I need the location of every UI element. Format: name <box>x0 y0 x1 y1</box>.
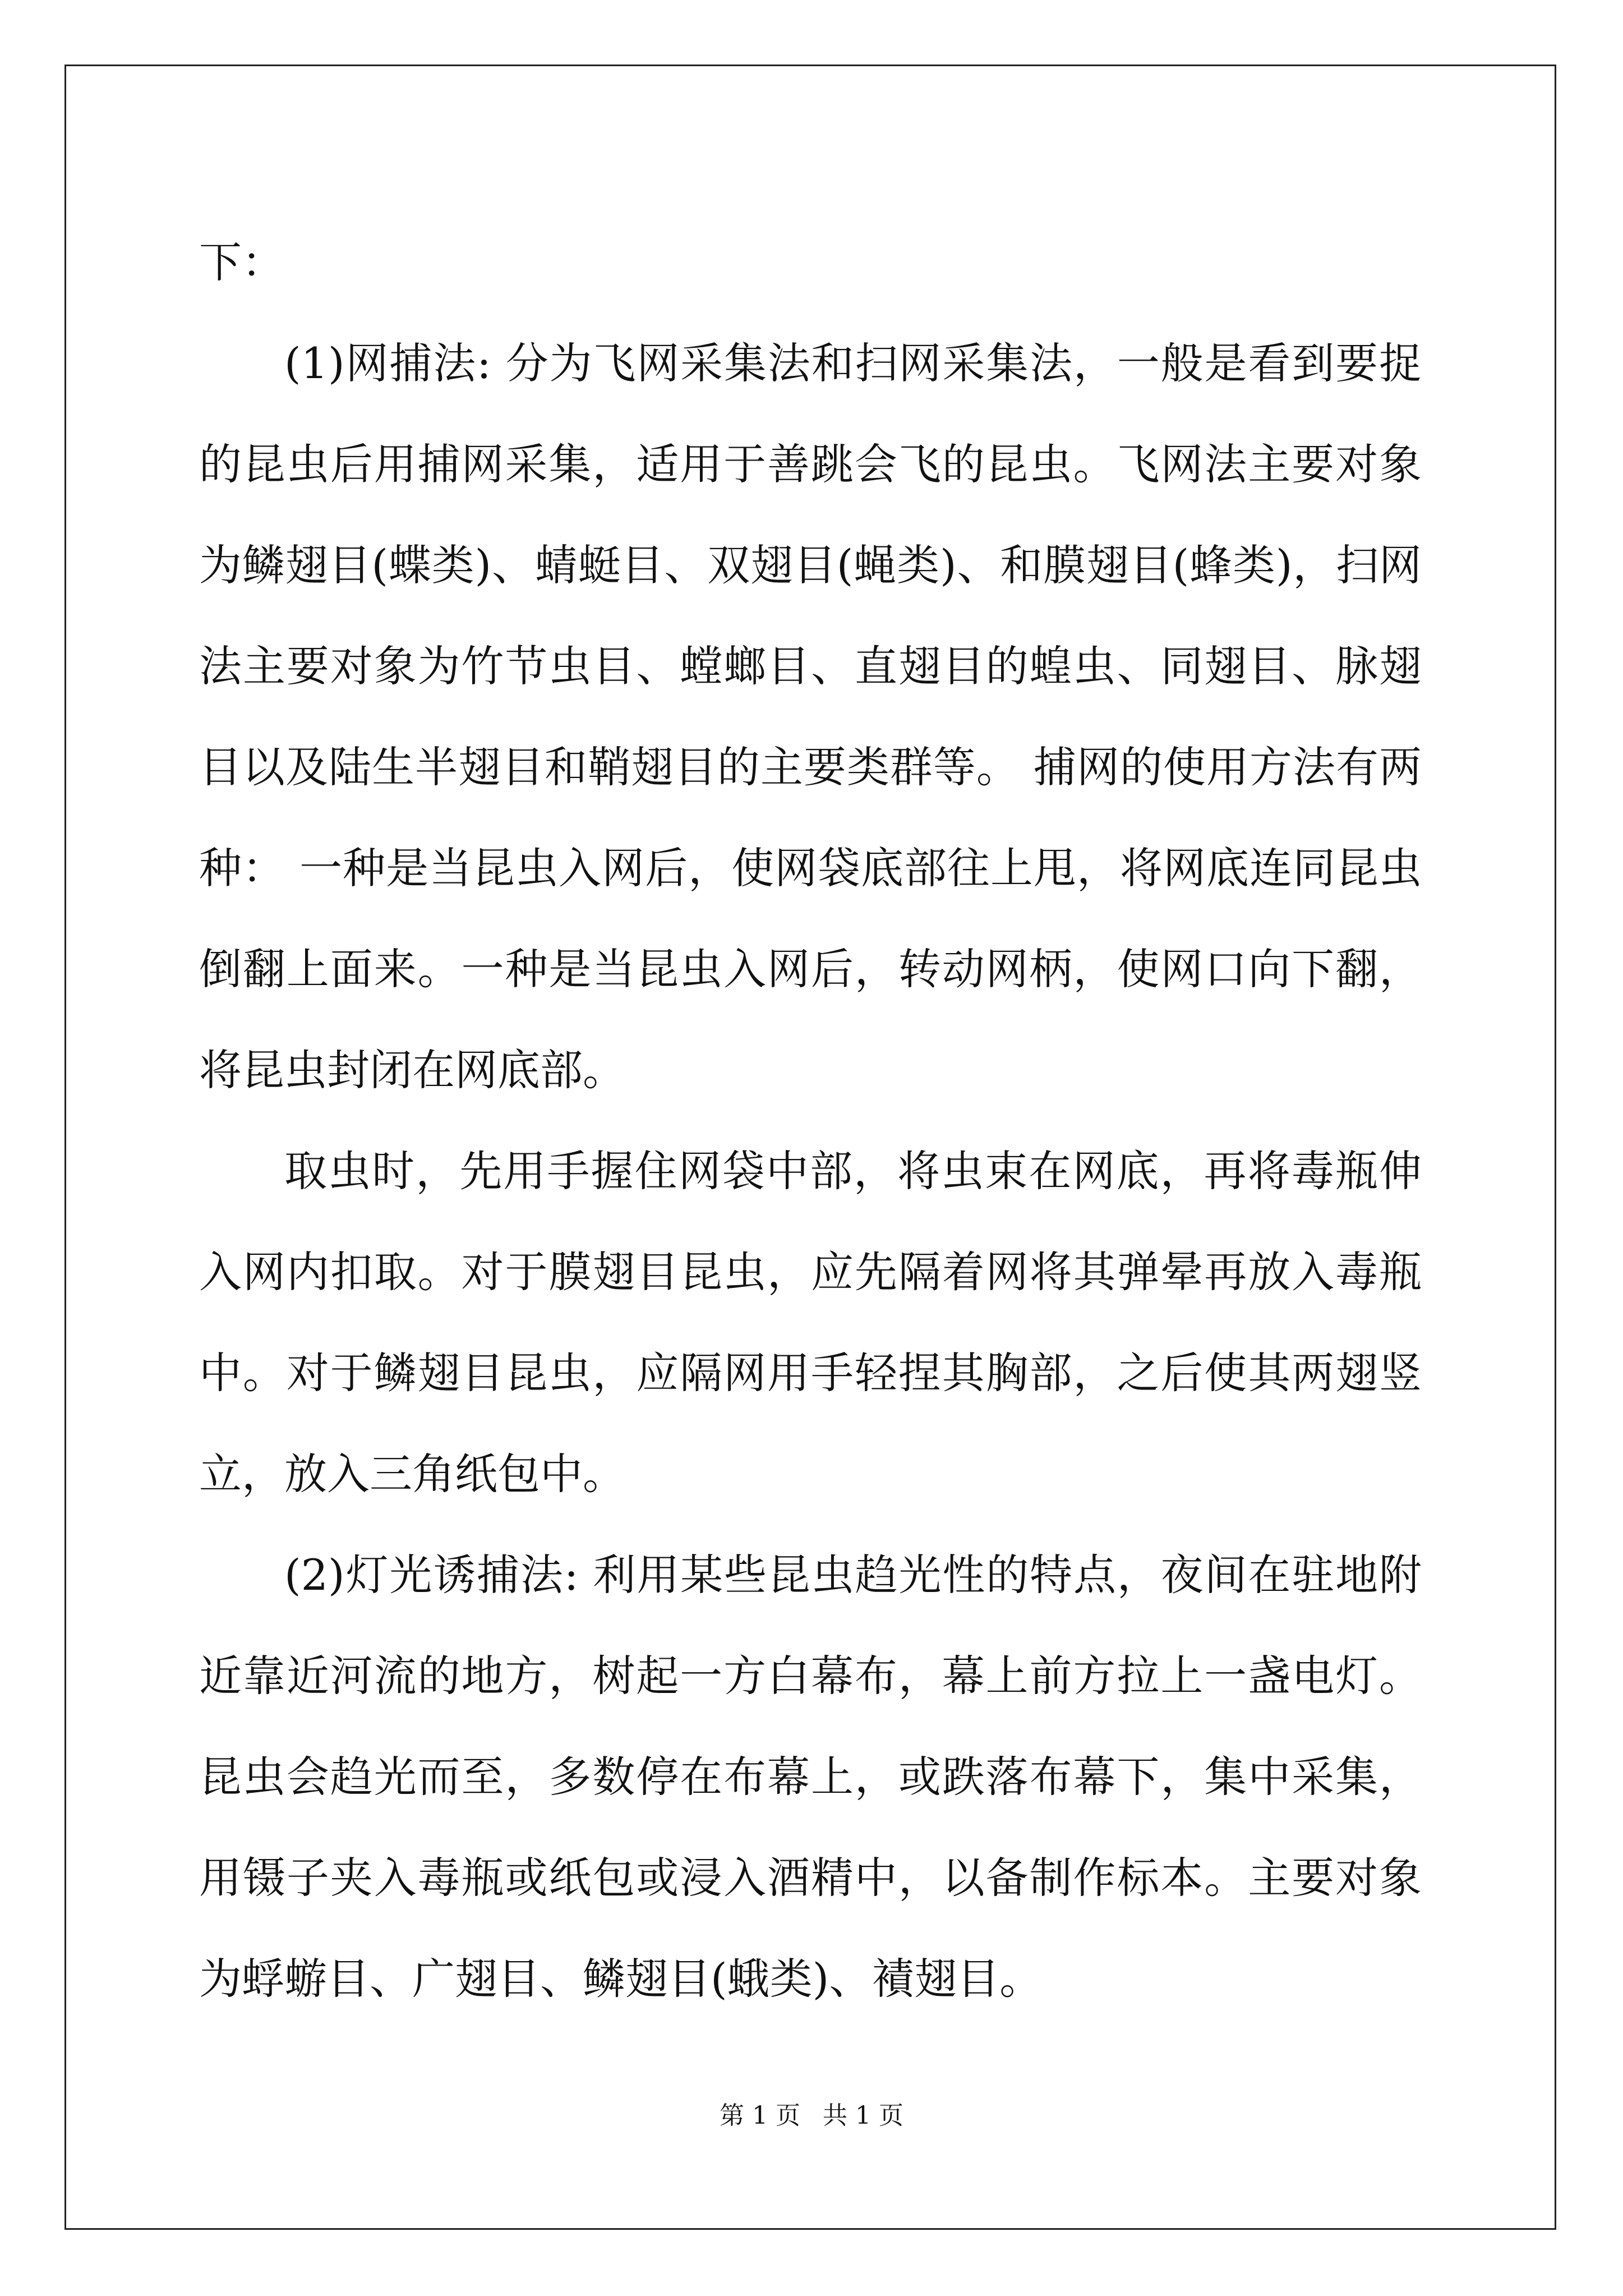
page-footer <box>0 2095 1623 2131</box>
paragraph-light-trap: (2)灯光诱捕法: 利用某些昆虫趋光性的特点，夜间在驻地附近靠近河流的地方，树起一方白幕布，幕上前方拉上一盏电灯。昆虫会趋光而至，多数停在布幕上，或跌落布幕下，集中采集，用镊子夹入毒瓶或纸包或浸入酒精中，以备制作标本。主要对象为蜉蝣目、广翅目、鳞翅目(蛾类)、襀翅目。 <box>199 1550 1422 2004</box>
paragraph-continuation: 下： <box>199 237 284 287</box>
page-total: 共 1 页 <box>823 2101 903 2130</box>
page-number: 第 1 页 <box>720 2101 800 2130</box>
document-body <box>199 212 1422 2030</box>
paragraph-net-capture: (1)网捕法: 分为飞网采集法和扫网采集法，一般是看到要捉的昆虫后用捕网采集，适用于善跳会飞的昆虫。飞网法主要对象为鳞翅目(蝶类)、蜻蜓目、双翅目(蝇类)、和膜翅目(蜂类)，扫网法主要对象为竹节虫目、螳螂目、直翅目的蝗虫、同翅目、脉翅目以及陆生半翅目和鞘翅目的主要类群等。 捕网的使用方法有两种： 一种是当昆虫入网后，使网袋底部往上甩，将网底连同昆虫倒翻上面来。一种是当昆虫入网后，转动网柄，使网口向下翻，将昆虫封闭在网底部。 <box>199 338 1422 1095</box>
paragraph-removing-insects: 取虫时，先用手握住网袋中部，将虫束在网底，再将毒瓶伸入网内扣取。对于膜翅目昆虫，应先隔着网将其弹晕再放入毒瓶中。对于鳞翅目昆虫，应隔网用手轻捏其胸部，之后使其两翅竖立，放入三角纸包中。 <box>199 1146 1422 1499</box>
